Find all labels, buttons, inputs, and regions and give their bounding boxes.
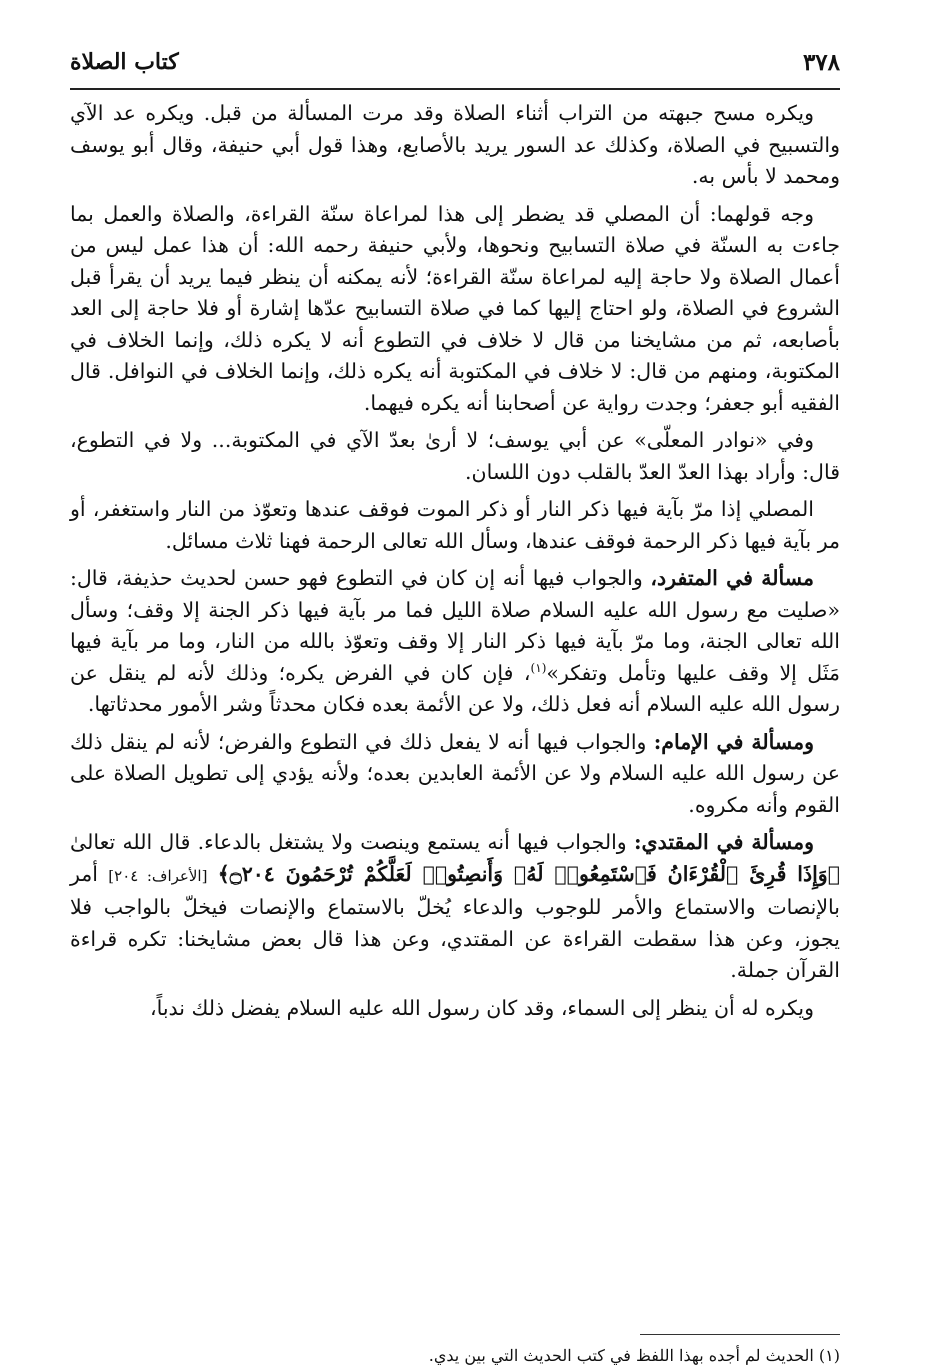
book-page [70,40,840,1365]
main-text [70,98,840,1030]
paragraph: مسألة في المتفرد، والجواب فيها أنه إن كان في التطوع فهو حسن لحديث حذيفة، قال: «صليت مع رسول الله عليه السلام صلاة الليل فما مر بآية فيها ذكر الجنة إلا وقف؛ وسأل الله تعالى الجنة، وما مرّ بآية فيها ذكر النار إلا وقف وتعوّذ بالله من النار، وما مر بآية فيها مَثَل إلا وقف عليها وتأمل وتفكر»$^{(١)}$، فإن كان في الفرض يكره؛ وذلك لأنه لم ينقل عن رسول الله عليه السلام أنه فعل ذلك، ولا عن الأئمة بعده فكان محدثاً وشر الأمور محدثاتها. [70,566,840,716]
page-header [70,40,840,84]
footnote [70,1344,840,1368]
page-number: ٣٧٨ [802,48,840,76]
paragraph: ويكره له أن ينظر إلى السماء، وقد كان رسول الله عليه السلام يفضل ذلك ندباً، [149,995,814,1020]
paragraph: ويكره مسح جبهته من التراب أثناء الصلاة وقد مرت المسألة من قبل. ويكره عد الآي والتسبيح في الصلاة، وكذلك عد السور يريد بالأصابع، وهذا قول أبي حنيفة، وقال أبو يوسف ومحمد لا بأس به. [70,101,840,188]
paragraph-lead: ومسألة في المقتدي: [633,830,814,854]
book-title: كتاب الصلاة [70,49,179,75]
footnote-text: الحديث لم أجده بهذا اللفظ في كتب الحديث التي بين يدي. [428,1346,814,1365]
header-rule [70,88,840,90]
paragraph: ومسألة في المقتدي: والجواب فيها أنه يستمع وينصت ولا يشتغل بالدعاء. قال الله تعالىٰ ﴿وَإِذَا قُرِئَ ٱلْقُرْءَانُ فَٱسْتَمِعُوا۟ لَهُۥ وَأَنصِتُوا۟ لَعَلَّكُمْ تُرْحَمُونَ ۝٢٠٤﴾ [الأعراف: ٢٠٤] أمر بالإنصات والاستماع والأمر للوجوب والدعاء يُخلّ بالاستماع والإنصات فيخلّ بالواجب فلا يجوز، وعن هذا سقطت القراءة عن المقتدي، وعن هذا قال بعض مشايخنا: تكره قراءة القرآن جملة. [70,830,840,982]
quran-verse: ﴿وَإِذَا قُرِئَ ٱلْقُرْءَانُ فَٱسْتَمِعُوا۟ لَهُۥ وَأَنصِتُوا۟ لَعَلَّكُمْ تُرْحَمُونَ ۝٢٠٤﴾ [217,861,840,886]
paragraph: وفي «نوادر المعلّى» عن أبي يوسف؛ لا أرىٰ بعدّ الآي في المكتوبة... ولا في التطوع، قال: وأراد بهذا العدّ العدّ بالقلب دون اللسان. [70,428,840,484]
paragraph-lead: مسألة في المتفرد، [650,566,814,590]
paragraph: المصلي إذا مرّ بآية فيها ذكر النار أو ذكر الموت فوقف عندها وتعوّذ من النار واستغفر، أو مر بآية فيها ذكر الرحمة فوقف عندها، وسأل الله تعالى الرحمة فهنا ثلاث مسائل. [70,497,840,553]
quran-reference: [الأعراف: ٢٠٤] [108,866,208,885]
footnote-number: (١) [818,1346,840,1365]
paragraph: وجه قولهما: أن المصلي قد يضطر إلى هذا لمراعاة سنّة القراءة، والصلاة والعمل بما جاءت به السنّة في صلاة التسابيح ونحوها، ولأبي حنيفة رحمه الله: أن هذا عمل ليس من أعمال الصلاة ولا حاجة إليه لمراعاة سنّة القراءة؛ لأنه يمكنه أن ينظر فيما يريد أن يقرأ قبل الشروع في الصلاة، ولو احتاج إليها كما في صلاة التسابيح عدّها إشارة أو فلا حاجة إلى العد بأصابعه، ثم من مشايخنا من قال لا خلاف في التطوع أنه لا يكره ذلك، وإنما الخلاف في المكتوبة، ومنهم من قال: لا خلاف في المكتوبة أنه يكره ذلك، وإنما الخلاف في النوافل. قال الفقيه أبو جعفر؛ وجدت رواية عن أصحابنا أنه يكره فيهما. [70,201,840,415]
paragraph: ومسألة في الإمام: والجواب فيها أنه لا يفعل ذلك في التطوع والفرض؛ لأنه لم ينقل ذلك عن رسول الله عليه السلام ولا عن الأئمة العابدين بعده؛ ولأنه يؤدي إلى تطويل الصلاة على القوم وأنه مكروه. [70,729,840,817]
paragraph-lead: ومسألة في الإمام: [653,729,814,754]
footnote-marker: (١) [530,660,547,675]
footnote-rule [640,1334,840,1335]
